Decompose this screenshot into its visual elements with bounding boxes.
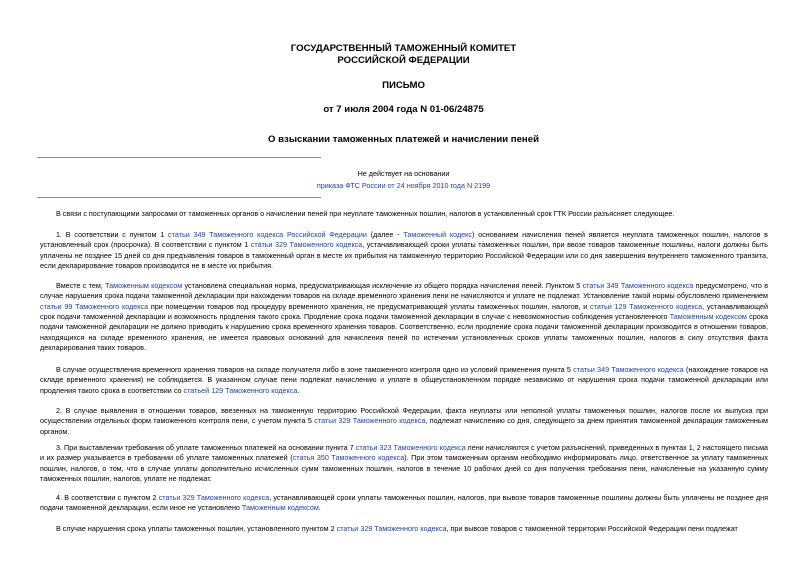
paragraph-text: В случае нарушения срока уплаты таможенных пошлин, установленного пунктом 2 xyxy=(56,524,337,533)
paragraph-text: , подлежат начислению со дня, следующего за днем принятия таможенной декларации таможенным органом. xyxy=(40,416,768,436)
law-reference-link[interactable]: статьи 329 Таможенного кодекса xyxy=(250,240,363,250)
law-reference-link[interactable]: статьи 99 Таможенного кодекса xyxy=(40,301,149,311)
law-reference-link[interactable]: Таможенный кодекс xyxy=(403,230,472,239)
paragraph-1-storage xyxy=(40,365,768,396)
paragraph-text: (далее - xyxy=(366,230,404,239)
paragraph-text: (нахождение товаров на складе временного хранения) не соблюдается. В указанном случае пени подлежат начислению и уплате в общеустановленном порядке независимо от нарушения срока подачи таможенной декларации или продления такого срока в соответствии со xyxy=(40,365,769,395)
paragraph-text: , устанавливающей сроки уплаты таможенных пошлин, налогов, при вывозе товаров таможенные пошлины должны быть уплачены не позднее дня подачи таможенной декларации, если иное не установлено xyxy=(40,493,768,513)
paragraph-text: 4. В соответствии с пунктом 2 xyxy=(56,493,159,502)
law-reference-link[interactable]: статьи 349 Таможенного кодекса Российской Федерации xyxy=(168,230,367,239)
law-reference-link[interactable]: статьи 323 Таможенного кодекса xyxy=(355,443,466,452)
law-reference-link[interactable]: статьи 329 Таможенного кодекса xyxy=(314,416,426,426)
divider-bottom xyxy=(37,197,321,198)
law-reference-link[interactable]: Таможенным кодексом xyxy=(669,312,747,322)
law-reference-link[interactable]: статьи 349 Таможенного кодекса xyxy=(582,281,694,290)
paragraph-1 xyxy=(40,230,768,271)
paragraph-intro xyxy=(40,209,768,219)
law-reference-link[interactable]: статьи 329 Таможенного кодекса xyxy=(158,493,270,502)
status-link[interactable]: приказа ФТС России от 24 ноября 2010 года N 2199 xyxy=(316,181,491,190)
paragraph-1-cont xyxy=(40,281,768,353)
paragraph-text: пени начисляются с учетом разъяснений, приведенных в пунктах 1, 2 настоящего письма и их размер указывается в требовании об уплате таможенных платежей ( xyxy=(40,443,769,463)
paragraph-text: , устанавливающей сроки уплаты таможенных пошлин, при ввозе товаров таможенные пошлины, налоги должны быть уплачены не позднее 15 дней со дня предъявления товаров в таможенный орган в месте их прибытия на таможенную территорию Российской Федерации или со дня завершения внутреннего таможенного транзита, если декларирование товаров производится не в месте их прибытия. xyxy=(40,240,769,271)
paragraph-2 xyxy=(40,406,768,437)
paragraph-text: , устанавливающей срок подачи таможенной декларации и возможность продления такого срока. Продление срока подачи таможенной декларации в случае с невозможностью соблюдения установленного xyxy=(40,301,769,322)
paragraph-text: предусмотрено, что в случае нарушения срока подачи таможенной декларации при нахождении товаров на складе временного хранения пени не начисляются и уплате не подлежат. Установление такой нормы обусловлено применением xyxy=(40,281,769,301)
paragraph-text: ). При этом таможенным органам необходимо информировать лицо, ответственное за уплату таможенных пошлин, налогов, о том, что в случае уплаты дополнительно исчисленных сумм таможенных пошлин, налогов в течение 10 рабочих дней со дня получения требования пени, начисленные на указанную сумму таможенных пошлин, налогов, уплате не подлежат. xyxy=(40,453,768,484)
paragraph-text: ) основанием начисления пеней является неуплата таможенных пошлин, налогов в установленный срок (просрочка). В соответствии с пунктом 1 xyxy=(40,230,768,250)
law-reference-link[interactable]: статьи 129 Таможенного кодекса xyxy=(590,301,703,311)
paragraph-3 xyxy=(40,443,768,484)
law-reference-link[interactable]: статьей 129 Таможенного кодекса xyxy=(183,385,298,395)
org-name-line1: ГОСУДАРСТВЕННЫЙ ТАМОЖЕННЫЙ КОМИТЕТ xyxy=(290,43,517,54)
law-reference-link[interactable]: Таможенным кодексом xyxy=(241,503,319,513)
law-reference-link[interactable]: статьи 349 Таможенного кодекса xyxy=(573,365,684,374)
paragraph-text: Вместе с тем, xyxy=(56,281,106,290)
law-reference-link[interactable]: Таможенным кодексом xyxy=(105,281,183,290)
paragraph-text: срока подачи таможенной декларации не должно приводить к нарушению срока временного хранения товаров. Соответственно, если продление срока подачи таможенной декларации производится в отношении товаров, находящихся на складе временного хранения, не имеется правовых оснований для начисления пеней по истечении установленных сроков уплаты таможенных пошлин, налогов в силу отсутствия факта декларирования таких товаров. xyxy=(40,312,768,353)
paragraph-text: В связи с поступающими запросами от таможенных органов о начислении пеней при неуплате таможенных пошлин, налогов в установленный срок ГТК России разъясняет следующее. xyxy=(56,209,675,218)
paragraph-4 xyxy=(40,493,768,514)
divider-top xyxy=(37,157,321,158)
status-note: Не действует на основании xyxy=(357,169,450,178)
paragraph-text: . xyxy=(297,385,300,395)
paragraph-text: 1. В соответствии с пунктом 1 xyxy=(56,230,169,239)
doc-date-number: от 7 июля 2004 года N 01-06/24875 xyxy=(323,104,484,115)
paragraph-text: , при вывозе товаров с таможенной территории Российской Федерации пени подлежат xyxy=(446,524,738,533)
law-reference-link[interactable]: статьи 329 Таможенного кодекса xyxy=(336,524,447,533)
paragraph-5 xyxy=(40,524,768,534)
org-name-line2: РОССИЙСКОЙ ФЕДЕРАЦИИ xyxy=(337,55,470,66)
paragraph-text: 3. При выставлении требования об уплате таможенных платежей на основании пункта 7 xyxy=(56,443,356,452)
doc-subject: О взыскании таможенных платежей и начислении пеней xyxy=(268,134,539,145)
paragraph-text: установлена специальная норма, предусматривающая исключение из общего порядка начисления пеней. Пунктом 5 xyxy=(182,281,583,290)
paragraph-text: при помещении товаров под процедуру временного хранения, не предусматривающей уплаты таможенных пошлин, налогов, и xyxy=(148,301,591,311)
doc-type: ПИСЬМО xyxy=(382,80,425,91)
paragraph-text: 2. В случае выявления в отношении товаров, ввезенных на таможенную территорию Российской Федерации, факта неуплаты или неполной уплаты таможенных пошлин, налогов после их выпуска при осуществлении отдельных форм таможенного контроля пени, с учетом пункта 5 xyxy=(40,406,768,426)
paragraph-text: . xyxy=(318,503,321,513)
paragraph-text: В случае осуществления временного хранения товаров на складе получателя либо в зоне таможенного контроля одно из условий применения пункта 5 xyxy=(56,365,574,374)
law-reference-link[interactable]: статья 350 Таможенного кодекса xyxy=(292,453,405,463)
